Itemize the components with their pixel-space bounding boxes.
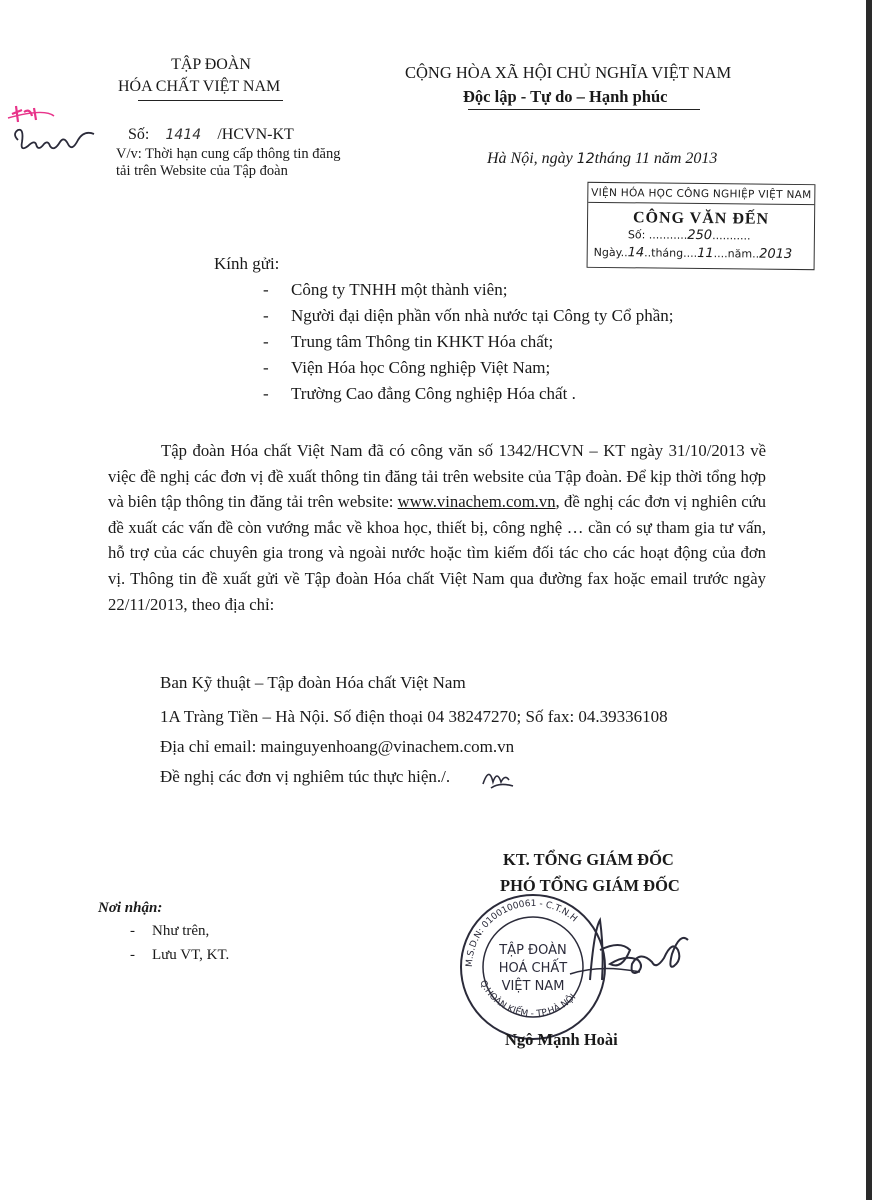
seal-ring-bottom: Q.HOÀN KIẾM - TP.HÀ NỘI	[477, 978, 579, 1020]
address-line-2: 1A Tràng Tiền – Hà Nội. Số điện thoại 04 38247270; Số fax: 04.39336108	[160, 707, 668, 726]
stamp-number: Số: ...........250...........	[627, 227, 751, 244]
seal-ring-top: M.S.D.N: 0100100061 - C.T.N.H	[464, 898, 579, 968]
stamp-day: 14	[627, 245, 645, 261]
stamp-year-label: năm	[727, 247, 753, 261]
recipients-greeting: Kính gửi:	[214, 254, 280, 273]
org-underline	[138, 100, 283, 101]
national-motto: Độc lập - Tự do – Hạnh phúc	[463, 87, 668, 106]
doc-number-label: Số:	[128, 126, 150, 143]
date-prefix: Hà Nội, ngày	[487, 150, 577, 167]
recipient-item: - Trường Cao đẳng Công nghiệp Hóa chất .	[263, 384, 576, 403]
signature-title-1: KT. TỔNG GIÁM ĐỐC	[503, 850, 674, 869]
stamp-title: CÔNG VĂN ĐẾN	[632, 209, 770, 228]
closing-line: Đề nghị các đơn vị nghiêm túc thực hiện./.	[160, 767, 451, 786]
stamp-month-label: tháng	[651, 246, 684, 260]
signer-name: Ngô Mạnh Hoài	[505, 1030, 618, 1049]
stamp-number-label: Số:	[627, 228, 646, 242]
distribution-item: - Lưu VT, KT.	[130, 947, 230, 963]
seal-line-3: VIỆT NAM	[501, 979, 565, 994]
stamp-number-value: 250	[687, 227, 713, 244]
doc-number-handwritten: 1414	[165, 127, 202, 143]
stamp-year: 2013	[759, 246, 793, 262]
org-name-line2: HÓA CHẤT VIỆT NAM	[118, 78, 281, 95]
org-name-line1: TẬP ĐOÀN	[171, 56, 251, 73]
scan-edge-shadow	[866, 0, 872, 1200]
website-link[interactable]: www.vinachem.com.vn	[397, 492, 556, 512]
signature-title-2: PHÓ TỔNG GIÁM ĐỐC	[500, 876, 680, 895]
address-line-1: Ban Kỹ thuật – Tập đoàn Hóa chất Việt Nam	[160, 673, 466, 692]
recipient-item: - Người đại diện phần vốn nhà nước tại Công ty Cổ phần;	[263, 306, 674, 325]
distribution-label: Nơi nhận:	[98, 900, 163, 916]
date-day: 12	[576, 151, 595, 167]
stamp-day-label: Ngày	[593, 245, 621, 260]
recipient-item: - Viện Hóa học Công nghiệp Việt Nam;	[263, 358, 551, 377]
document-number	[128, 126, 294, 144]
stamp-date: Ngày..14..tháng....11....năm..2013	[593, 245, 793, 262]
recipient-item: - Trung tâm Thông tin KHKT Hóa chất;	[263, 332, 554, 351]
handwritten-signature	[560, 910, 700, 1000]
initials-mark	[479, 762, 519, 792]
stamp-institution: VIỆN HÓA HỌC CÔNG NGHIỆP VIỆT NAM	[588, 187, 814, 205]
subject-line: V/v: Thời hạn cung cấp thông tin đăng tải trên Website của Tập đoàn	[116, 146, 341, 179]
doc-number-suffix: /HCVN-KT	[217, 126, 294, 143]
body-paragraph: Tập đoàn Hóa chất Việt Nam đã có công văn số 1342/HCVN – KT ngày 31/10/2013 về việc đề nghị các đơn vị đề xuất thông tin đăng tải trên website của Tập đoàn. Để kịp thời tổng hợp và biên tập thông tin đăng tải trên website: www.vinachem.com.vn, đề nghị các đơn vị nghiên cứu đề xuất các vấn đề còn vướng mắc về khoa học, thiết bị, công nghệ … cần có sự tham gia tư vấn, hỗ trợ của các chuyên gia trong và ngoài nước hoặc tìm kiếm đối tác cho các hoạt động của đơn vị. Thông tin đề xuất gửi về Tập đoàn Hóa chất Việt Nam qua đường fax hoặc email trước ngày 22/11/2013, theo địa chỉ:	[108, 441, 767, 614]
seal-line-2: HOÁ CHẤT	[498, 961, 568, 976]
motto-underline	[468, 109, 700, 110]
recipient-item: - Công ty TNHH một thành viên;	[263, 280, 508, 299]
seal-line-1: TẬP ĐOÀN	[499, 943, 567, 958]
received-stamp	[587, 182, 816, 270]
national-title: CỘNG HÒA XÃ HỘI CHỦ NGHĨA VIỆT NAM	[405, 63, 732, 82]
stamp-month: 11	[697, 245, 714, 262]
handwritten-annotation	[4, 100, 114, 180]
distribution-item: - Như trên,	[130, 923, 210, 939]
email-line: Địa chỉ email: mainguyenhoang@vinachem.com.vn	[160, 737, 515, 756]
date-suffix: tháng 11 năm 2013	[594, 150, 718, 167]
date-line	[487, 150, 717, 168]
